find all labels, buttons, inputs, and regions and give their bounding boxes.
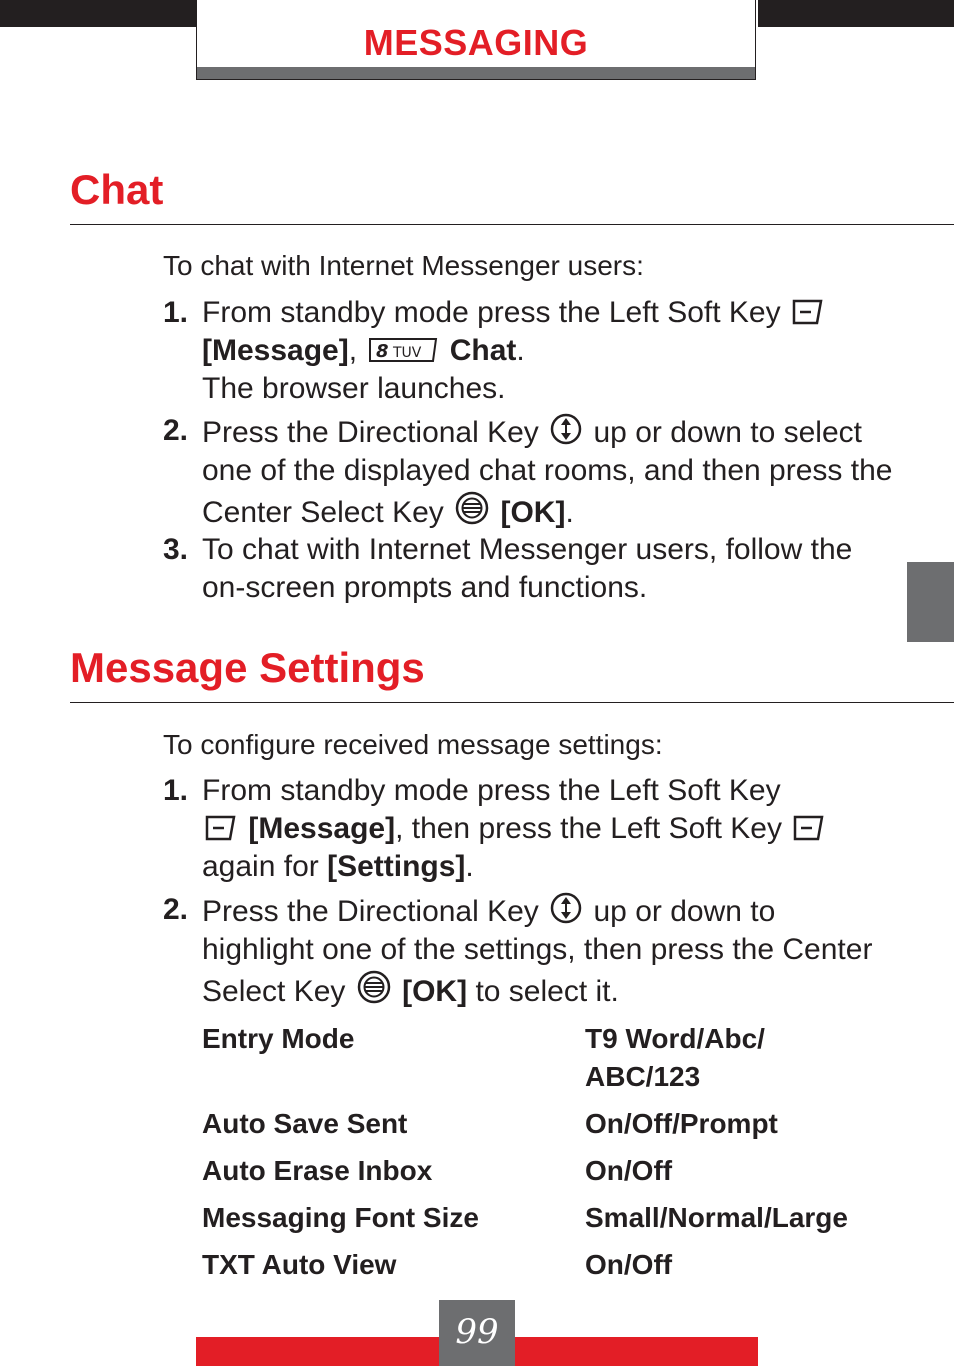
svg-text:8: 8: [376, 341, 389, 362]
setting-value: On/Off: [585, 1249, 673, 1280]
settings-row: [202, 1246, 902, 1284]
setting-name: TXT Auto View: [202, 1249, 397, 1280]
directional-key-icon: [549, 412, 583, 446]
left-soft-key-icon: [792, 814, 826, 842]
step-text: Press the Directional Key up or down to select one of the displayed chat rooms, and then press the Center Select Key [OK].: [202, 412, 893, 532]
setting-value: T9 Word/Abc/ ABC/123: [585, 1023, 765, 1092]
section-title-chat: Chat: [70, 166, 164, 213]
settings-row: [202, 1152, 902, 1190]
key-8-tuv-icon: [367, 336, 439, 364]
chapter-title: MESSAGING: [363, 22, 589, 63]
setting-name: Messaging Font Size: [202, 1202, 479, 1233]
section-rule: [70, 224, 954, 225]
step-number: 2.: [163, 893, 189, 926]
step-text: From standby mode press the Left Soft Key [Message], 8 TUV Chat. The browser launches.: [202, 294, 893, 408]
step-number: 3.: [163, 533, 189, 566]
settings-row: [202, 1020, 902, 1096]
page-number-box: [439, 1300, 515, 1366]
section-intro: To configure received message settings:: [163, 729, 663, 760]
header-underbar: [197, 67, 755, 79]
left-soft-key-icon: [791, 298, 825, 326]
side-tab-marker: [907, 562, 954, 642]
step-text: Press the Directional Key up or down to highlight one of the settings, then press the Center Select Key [OK] to select it.: [202, 891, 893, 1011]
step-text: To chat with Internet Messenger users, follow the on-screen prompts and functions.: [202, 533, 853, 604]
settings-table: [202, 1020, 902, 1293]
left-soft-key-icon: [204, 814, 238, 842]
step-text: From standby mode press the Left Soft Key [Message], then press the Left Soft Key again for [Settings].: [202, 772, 893, 886]
section-title-message-settings: Message Settings: [70, 644, 425, 691]
setting-value: On/Off/Prompt: [585, 1108, 778, 1139]
setting-value: Small/Normal/Large: [585, 1202, 848, 1233]
page-number: 99: [455, 1312, 499, 1352]
directional-key-icon: [549, 891, 583, 925]
setting-name: Auto Save Sent: [202, 1108, 408, 1139]
setting-value: On/Off: [585, 1155, 673, 1186]
step-number: 1.: [163, 774, 189, 807]
svg-text:TUV: TUV: [393, 345, 422, 361]
section-rule: [70, 702, 954, 703]
header-bar-right: [758, 0, 954, 27]
step-number: 2.: [163, 414, 189, 447]
step-number: 1.: [163, 296, 189, 329]
section-intro: To chat with Internet Messenger users:: [163, 250, 644, 281]
setting-name: Auto Erase Inbox: [202, 1155, 433, 1186]
settings-row: [202, 1199, 902, 1237]
center-select-key-icon: [454, 490, 490, 526]
setting-name: Entry Mode: [202, 1023, 355, 1054]
settings-row: [202, 1105, 902, 1143]
header-bar-left: [0, 0, 196, 27]
header-tab: [196, 0, 756, 80]
center-select-key-icon: [356, 969, 392, 1005]
